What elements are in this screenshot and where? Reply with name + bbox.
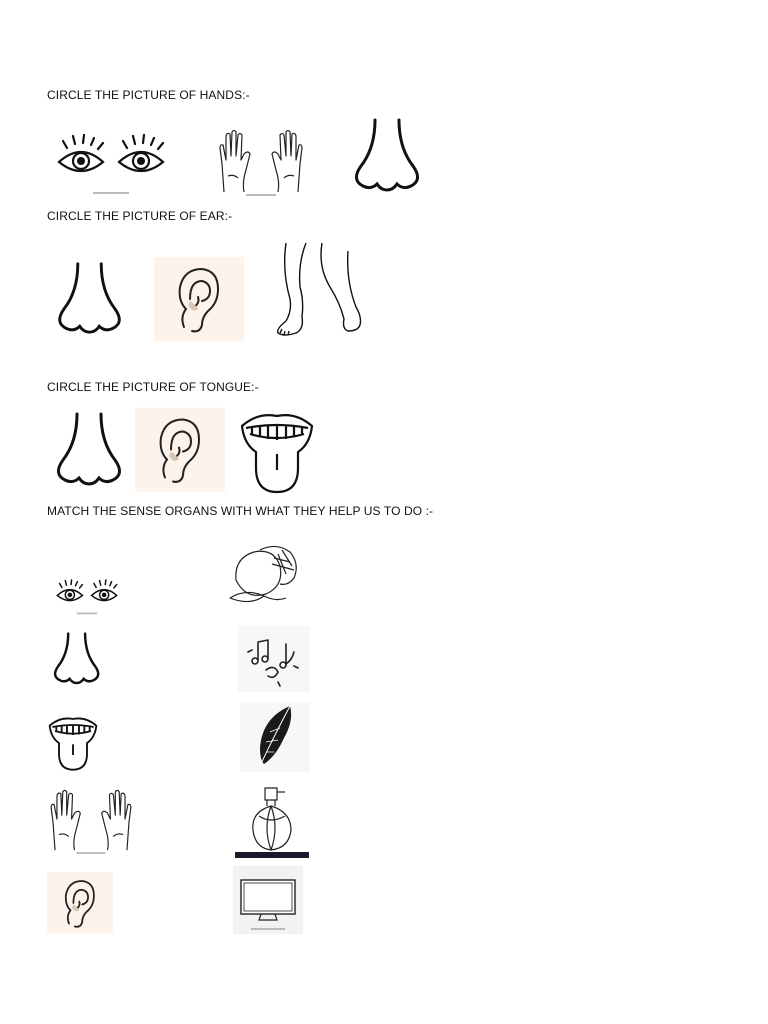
ear-icon[interactable] xyxy=(135,407,225,492)
nose-icon[interactable] xyxy=(345,114,430,198)
nose-icon[interactable] xyxy=(47,408,132,492)
ear-icon[interactable] xyxy=(154,257,244,341)
eyes-icon[interactable] xyxy=(47,128,175,198)
legs-icon[interactable] xyxy=(266,241,368,339)
tongue-icon[interactable] xyxy=(238,410,316,494)
match-right-television[interactable] xyxy=(233,866,303,934)
match-right-feather[interactable] xyxy=(240,702,310,772)
match-left-eyes[interactable] xyxy=(47,576,127,616)
match-right-music[interactable] xyxy=(238,626,310,692)
heading-tongue: CIRCLE THE PICTURE OF TONGUE:- xyxy=(47,380,259,394)
match-left-ear[interactable] xyxy=(47,872,113,934)
heading-match: MATCH THE SENSE ORGANS WITH WHAT THEY HELP US TO DO :- xyxy=(47,504,434,518)
match-left-tongue[interactable] xyxy=(47,712,99,774)
heading-ear: CIRCLE THE PICTURE OF EAR:- xyxy=(47,209,233,223)
heading-hands: CIRCLE THE PICTURE OF HANDS:- xyxy=(47,88,250,102)
match-left-hands[interactable] xyxy=(46,786,136,856)
nose-icon[interactable] xyxy=(47,258,133,340)
match-right-lemon[interactable] xyxy=(220,536,304,610)
match-right-perfume[interactable] xyxy=(235,784,309,858)
hands-icon[interactable] xyxy=(216,126,306,198)
match-left-nose[interactable] xyxy=(47,628,107,690)
